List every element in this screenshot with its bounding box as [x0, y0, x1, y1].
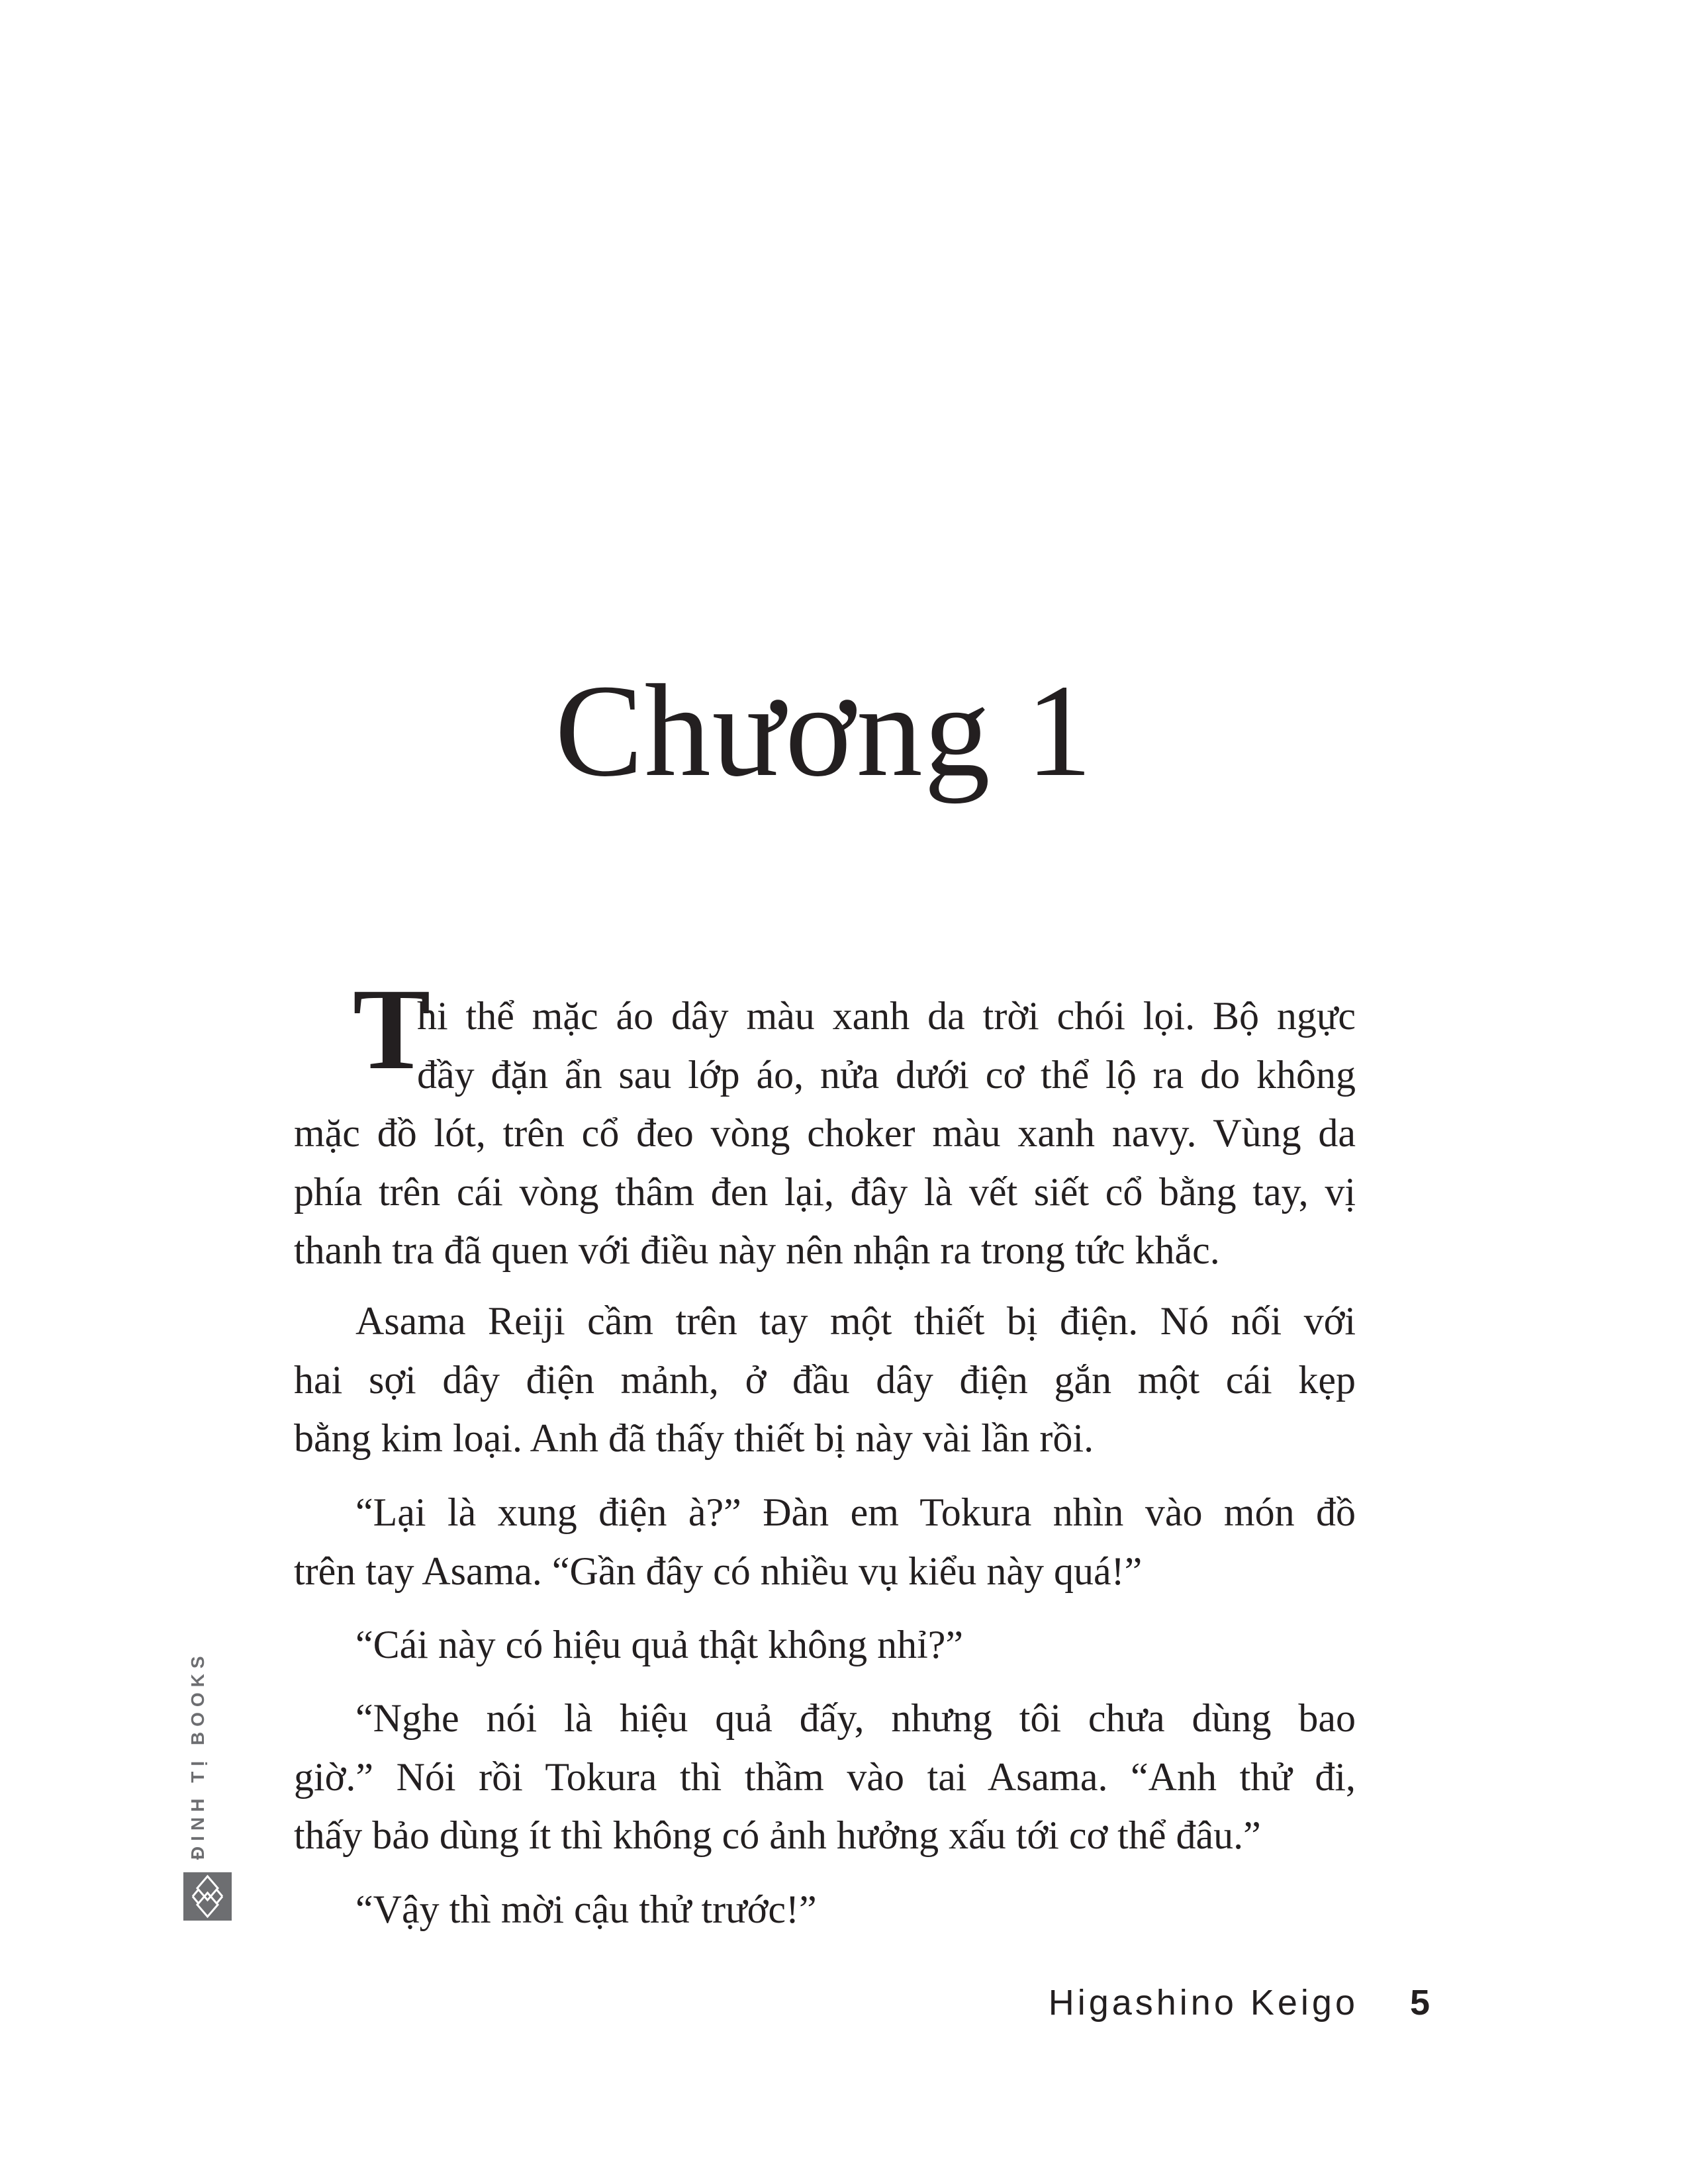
text-line: đầy đặn ẩn sau lớp áo, nửa dưới cơ thể lộ ra do không — [417, 1052, 1356, 1097]
publisher-name: ĐINH TỊ BOOKS — [187, 1651, 208, 1860]
paragraph-1 — [294, 987, 1356, 1280]
paragraph-2 — [294, 1292, 1356, 1468]
text-line: mặc đồ lót, trên cổ đeo vòng choker màu xanh navy. Vùng da — [294, 1111, 1356, 1155]
text-line: hai sợi dây điện mảnh, ở đầu dây điện gắn một cái kẹp — [294, 1357, 1356, 1402]
text-line: trên tay Asama. “Gần đây có nhiều vụ kiểu này quá!” — [294, 1549, 1143, 1593]
text-line: thanh tra đã quen với điều này nên nhận ra trong tức khắc. — [294, 1228, 1220, 1272]
text-line: bằng kim loại. Anh đã thấy thiết bị này vài lần rồi. — [294, 1416, 1094, 1460]
text-line: “Vậy thì mời cậu thử trước!” — [355, 1888, 817, 1931]
text-line: “Nghe nói là hiệu quả đấy, nhưng tôi chưa dùng bao — [355, 1696, 1356, 1740]
paragraph-6 — [294, 1880, 1356, 1939]
text-line: Asama Reiji cầm trên tay một thiết bị điện. Nó nối với — [355, 1299, 1356, 1343]
text-line: “Cái này có hiệu quả thật không nhỉ?” — [355, 1623, 964, 1666]
chapter-title: Chương 1 — [555, 658, 1094, 804]
text-line: “Lại là xung điện à?” Đàn em Tokura nhìn vào món đồ — [355, 1490, 1356, 1534]
text-line: thấy bảo dùng ít thì không có ảnh hưởng xấu tới cơ thể đâu.” — [294, 1813, 1261, 1857]
text-line: hi thể mặc áo dây màu xanh da trời chói lọi. Bộ ngực — [417, 994, 1356, 1038]
drop-cap: T — [353, 965, 431, 1094]
paragraph-4 — [294, 1615, 1356, 1674]
text-line: phía trên cái vòng thâm đen lại, đây là vết siết cổ bằng tay, vị — [294, 1169, 1356, 1214]
paragraph-5 — [294, 1689, 1356, 1865]
footer-author: Higashino Keigo — [1048, 1983, 1358, 2023]
page-number: 5 — [1410, 1983, 1430, 2023]
text-line: giờ.” Nói rồi Tokura thì thầm vào tai Asama. “Anh thử đi, — [294, 1754, 1356, 1799]
publisher-logo-icon — [183, 1872, 232, 1921]
paragraph-3 — [294, 1483, 1356, 1600]
